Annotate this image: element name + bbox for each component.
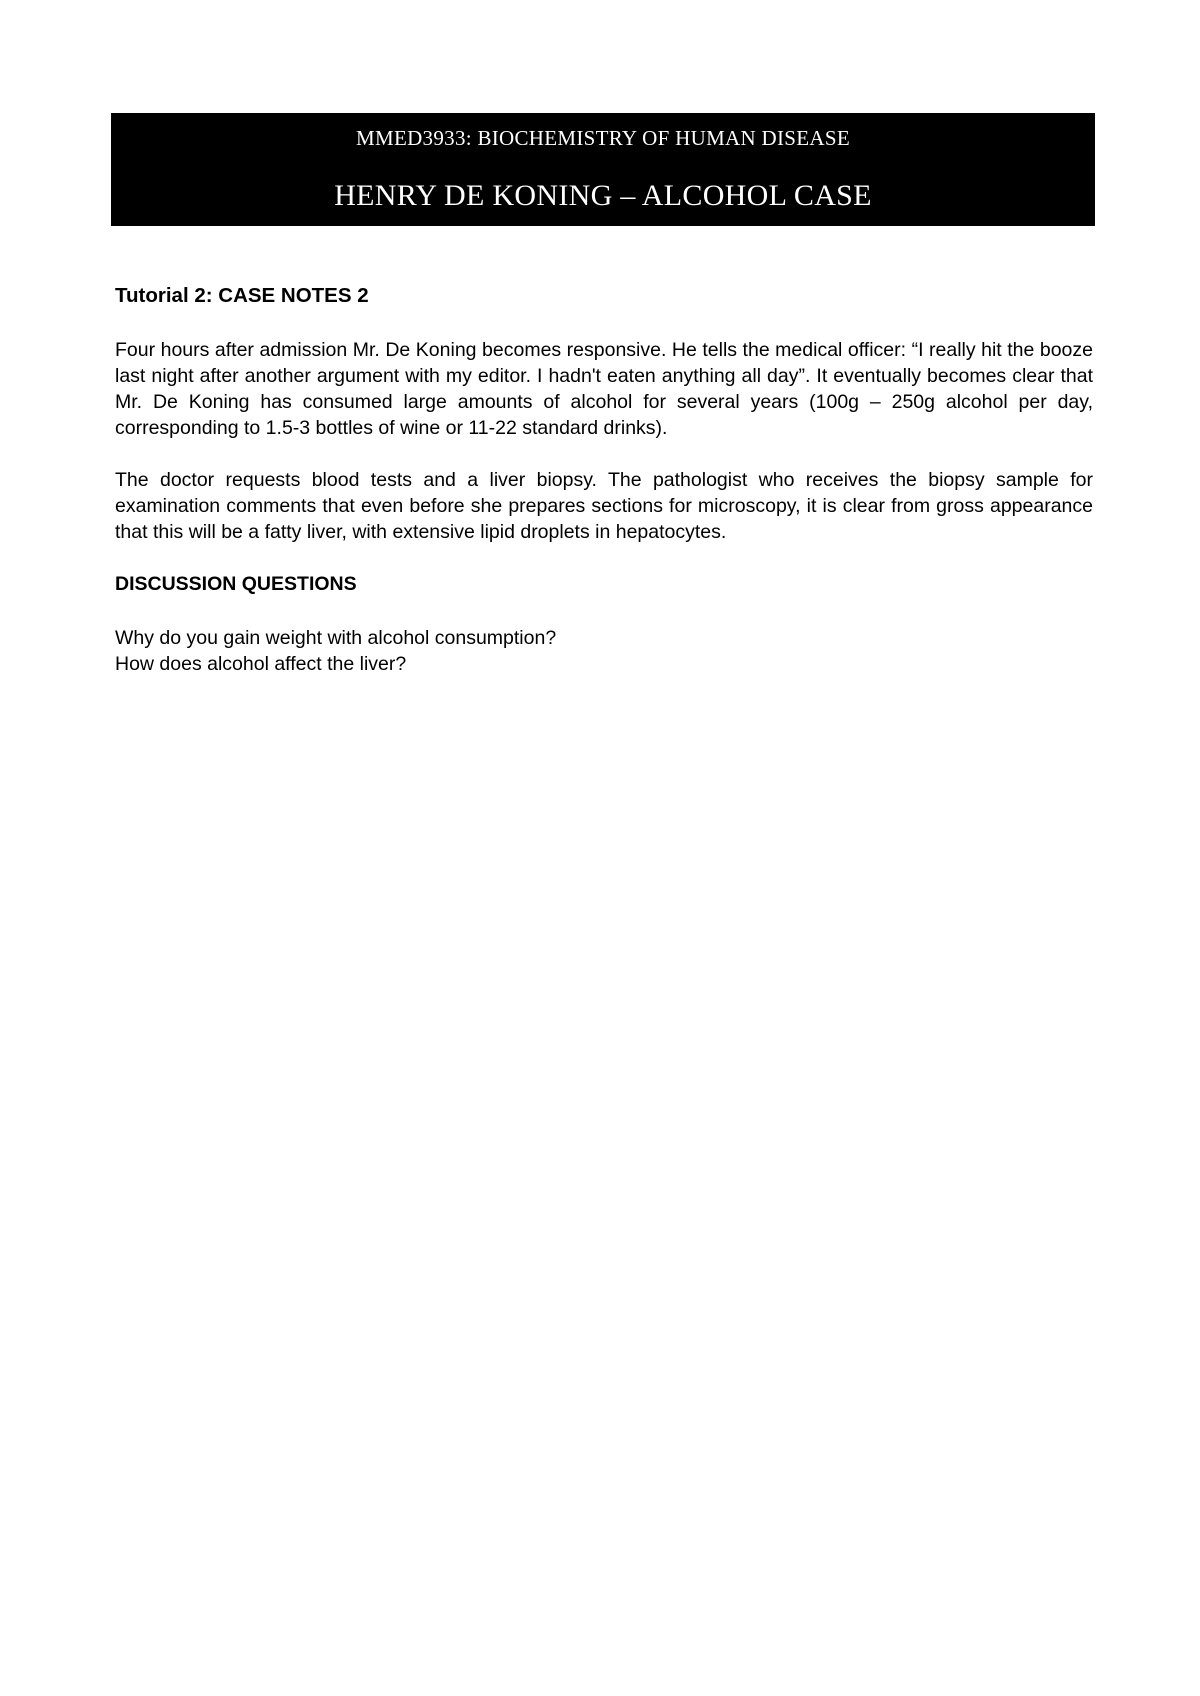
discussion-heading: DISCUSSION QUESTIONS — [115, 573, 357, 595]
case-paragraph-admission: Four hours after admission Mr. De Koning becomes responsive. He tells the medical officer: “I really hit the booze last night after another argument with my editor. I hadn't eaten anything all day”. It eventually becomes clear that Mr. De Koning has consumed large amounts of alcohol for several years (100g – 250g alcohol per day, corresponding to 1.5-3 bottles of wine or 11-22 standard drinks). — [115, 339, 1093, 439]
title-banner — [111, 113, 1095, 226]
course-title: MMED3933: BIOCHEMISTRY OF HUMAN DISEASE — [356, 126, 850, 150]
case-title: HENRY DE KONING – ALCOHOL CASE — [334, 179, 872, 212]
discussion-question: Why do you gain weight with alcohol consumption? — [115, 627, 557, 649]
case-paragraph-biopsy: The doctor requests blood tests and a liver biopsy. The pathologist who receives the biopsy sample for examination comments that even before she prepares sections for microscopy, it is clear from gross appearance that this will be a fatty liver, with extensive lipid droplets in hepatocytes. — [115, 469, 1093, 543]
document-body — [115, 283, 1093, 677]
discussion-question: How does alcohol affect the liver? — [115, 653, 407, 675]
tutorial-heading: Tutorial 2: CASE NOTES 2 — [115, 284, 369, 307]
